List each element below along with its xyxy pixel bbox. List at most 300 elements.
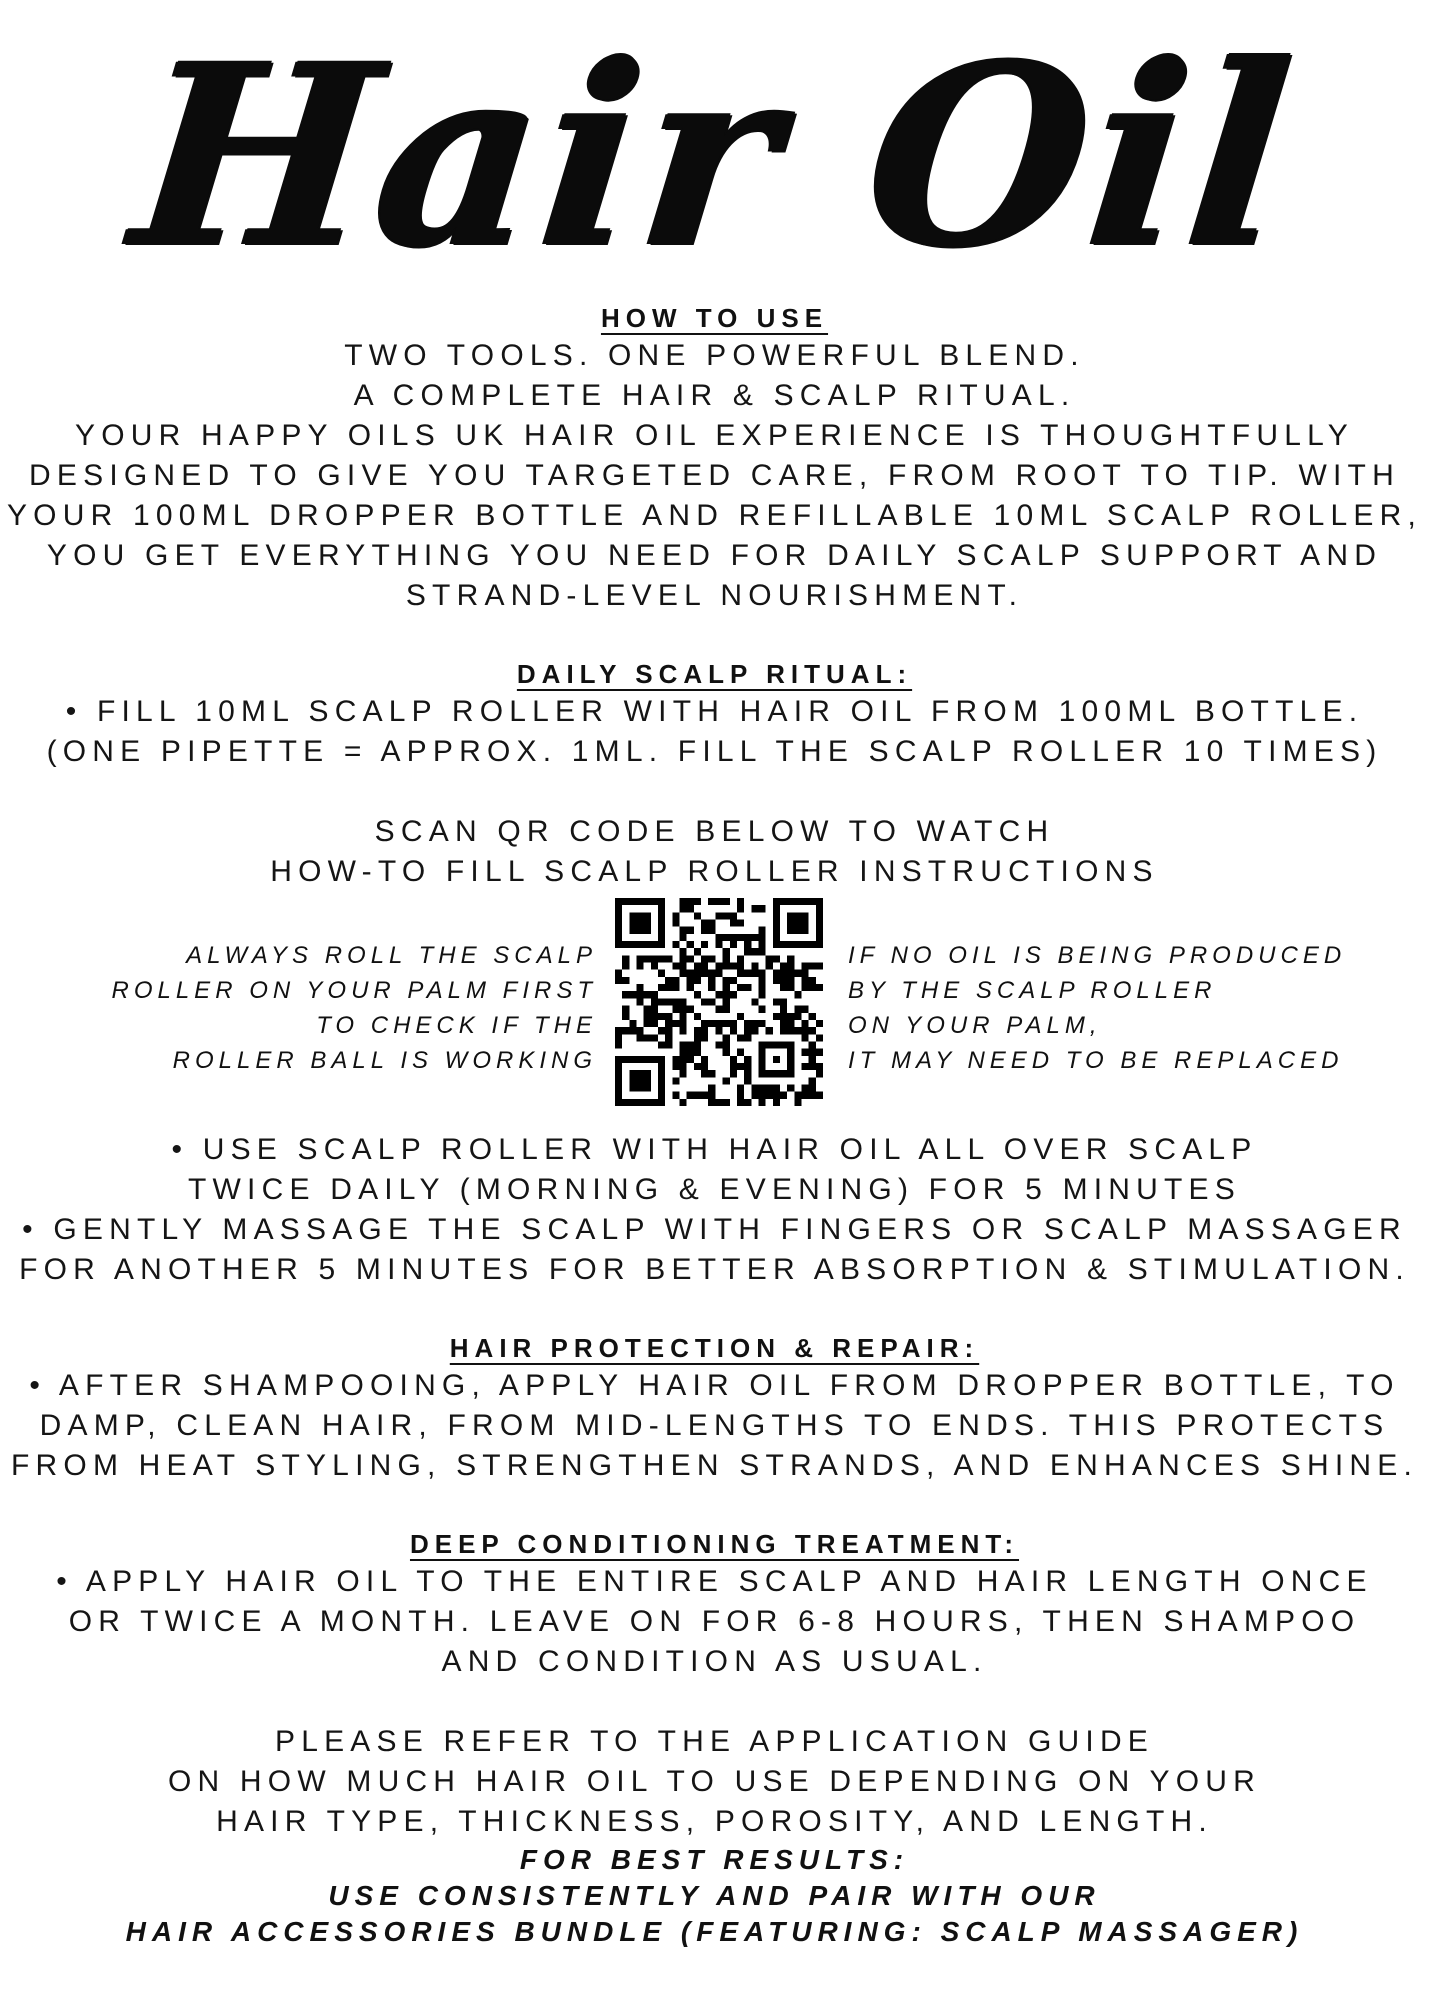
- qr-module: [816, 1020, 823, 1027]
- qr-module: [809, 1013, 816, 1020]
- qr-module: [794, 1099, 801, 1106]
- qr-module: [708, 1099, 715, 1106]
- right-note-line: BY THE SCALP ROLLER: [848, 977, 1217, 1004]
- qr-module: [780, 1092, 787, 1099]
- qr-module: [723, 912, 730, 919]
- qr-module: [737, 1092, 744, 1099]
- deep-conditioning-heading: DEEP CONDITIONING TREATMENT:: [409, 1529, 1020, 1559]
- qr-module: [816, 963, 823, 970]
- qr-module: [816, 1034, 823, 1041]
- qr-module: [680, 998, 687, 1005]
- qr-module: [730, 1070, 737, 1077]
- qr-module: [680, 1013, 687, 1020]
- daily-after-line: FOR ANOTHER 5 MINUTES FOR BETTER ABSORPTION & STIMULATION.: [19, 1253, 1410, 1286]
- qr-module: [651, 998, 658, 1005]
- qr-module: [672, 941, 679, 948]
- best-results-line: USE CONSISTENTLY AND PAIR WITH OUR: [328, 1880, 1101, 1911]
- qr-module: [809, 984, 816, 991]
- qr-module: [680, 1020, 687, 1027]
- qr-module: [694, 1049, 701, 1056]
- qr-module: [723, 1077, 730, 1084]
- qr-module: [658, 955, 665, 962]
- qr-module: [680, 905, 687, 912]
- qr-module: [694, 912, 701, 919]
- qr-module: [665, 998, 672, 1005]
- qr-module: [730, 1063, 737, 1070]
- qr-module: [694, 1013, 701, 1020]
- qr-module: [694, 948, 701, 955]
- qr-module: [651, 963, 658, 970]
- qr-module: [615, 1034, 622, 1041]
- qr-module: [680, 963, 687, 970]
- qr-module: [794, 991, 801, 998]
- qr-module: [723, 955, 730, 962]
- qr-module: [780, 970, 787, 977]
- qr-module: [801, 1020, 808, 1027]
- qr-module: [801, 1027, 808, 1034]
- left-note-line: ALWAYS ROLL THE SCALP: [186, 942, 597, 969]
- qr-module: [687, 1056, 694, 1063]
- qr-module: [680, 1027, 687, 1034]
- qr-module: [701, 963, 708, 970]
- qr-module: [744, 941, 751, 948]
- qr-module: [780, 977, 787, 984]
- qr-module: [787, 963, 794, 970]
- intro-line: A COMPLETE HAIR & SCALP RITUAL.: [353, 379, 1076, 412]
- qr-module: [637, 991, 644, 998]
- qr-module: [809, 1049, 816, 1056]
- qr-module: [744, 984, 751, 991]
- protection-line: DAMP, CLEAN HAIR, FROM MID-LENGTHS TO ENDS. THIS PROTECTS: [39, 1409, 1390, 1442]
- qr-module: [637, 955, 644, 962]
- qr-module: [694, 970, 701, 977]
- qr-module: [773, 998, 780, 1005]
- qr-module: [723, 1020, 730, 1027]
- qr-module: [816, 1063, 823, 1070]
- qr-module: [809, 1077, 816, 1084]
- qr-module: [665, 1020, 672, 1027]
- qr-module: [644, 1013, 651, 1020]
- qr-module: [672, 984, 679, 991]
- qr-module: [737, 905, 744, 912]
- qr-module: [801, 1034, 808, 1041]
- qr-module: [780, 1013, 787, 1020]
- qr-module: [780, 1006, 787, 1013]
- qr-module: [730, 912, 737, 919]
- qr-module: [680, 1070, 687, 1077]
- qr-module: [730, 920, 737, 927]
- qr-module: [816, 984, 823, 991]
- qr-module: [644, 1006, 651, 1013]
- qr-module: [744, 1020, 751, 1027]
- qr-module: [615, 1041, 622, 1048]
- qr-module: [687, 977, 694, 984]
- scan-line: SCAN QR CODE BELOW TO WATCH: [374, 815, 1055, 848]
- qr-module: [680, 1041, 687, 1048]
- qr-module: [744, 948, 751, 955]
- qr-module: [687, 1092, 694, 1099]
- qr-module: [680, 948, 687, 955]
- qr-module: [758, 970, 765, 977]
- qr-module: [809, 1041, 816, 1048]
- qr-module: [758, 977, 765, 984]
- qr-module: [687, 905, 694, 912]
- qr-module: [737, 955, 744, 962]
- qr-module: [708, 1084, 715, 1091]
- qr-module: [701, 1056, 708, 1063]
- intro-line: DESIGNED TO GIVE YOU TARGETED CARE, FROM ROOT TO TIP. WITH: [29, 459, 1400, 492]
- qr-module: [687, 941, 694, 948]
- qr-code[interactable]: [615, 898, 823, 1106]
- qr-module: [622, 1013, 629, 1020]
- qr-module: [687, 898, 694, 905]
- qr-module: [644, 991, 651, 998]
- qr-module: [723, 934, 730, 941]
- page-title: Hair Oil: [123, 8, 1306, 302]
- qr-module: [622, 991, 629, 998]
- content: [0, 300, 1429, 1950]
- qr-module: [687, 955, 694, 962]
- qr-module: [723, 1034, 730, 1041]
- qr-module: [758, 934, 765, 941]
- qr-module: [687, 927, 694, 934]
- qr-module: [787, 1027, 794, 1034]
- qr-module: [637, 998, 644, 1005]
- qr-module: [637, 984, 644, 991]
- qr-module: [701, 1063, 708, 1070]
- qr-module: [723, 1041, 730, 1048]
- qr-module: [780, 963, 787, 970]
- qr-module: [744, 1027, 751, 1034]
- qr-module: [766, 955, 773, 962]
- protection-line: • AFTER SHAMPOOING, APPLY HAIR OIL FROM DROPPER BOTTLE, TO: [29, 1369, 1400, 1402]
- qr-module: [680, 1049, 687, 1056]
- guide-line: PLEASE REFER TO THE APPLICATION GUIDE: [274, 1725, 1155, 1758]
- qr-module: [773, 1013, 780, 1020]
- right-note-line: IF NO OIL IS BEING PRODUCED: [848, 942, 1347, 969]
- qr-module: [680, 1063, 687, 1070]
- daily-line: • FILL 10ML SCALP ROLLER WITH HAIR OIL FROM 100ML BOTTLE.: [65, 695, 1364, 728]
- qr-module: [744, 1099, 751, 1106]
- qr-module: [744, 1056, 751, 1063]
- intro-line: YOUR 100ML DROPPER BOTTLE AND REFILLABLE 10ML SCALP ROLLER,: [6, 499, 1423, 532]
- qr-module: [665, 1013, 672, 1020]
- qr-module: [687, 1006, 694, 1013]
- qr-module: [687, 970, 694, 977]
- qr-module: [737, 898, 744, 905]
- qr-module: [766, 963, 773, 970]
- qr-module: [672, 1092, 679, 1099]
- qr-module: [737, 984, 744, 991]
- qr-module: [708, 1070, 715, 1077]
- qr-module: [701, 955, 708, 962]
- qr-module: [672, 977, 679, 984]
- qr-module: [694, 1092, 701, 1099]
- qr-module: [751, 998, 758, 1005]
- qr-module: [715, 970, 722, 977]
- qr-module: [737, 1013, 744, 1020]
- qr-module: [787, 984, 794, 991]
- daily-after-line: • USE SCALP ROLLER WITH HAIR OIL ALL OVER SCALP: [171, 1133, 1258, 1166]
- qr-module: [723, 998, 730, 1005]
- qr-module: [751, 1027, 758, 1034]
- deep-line: AND CONDITION AS USUAL.: [441, 1645, 988, 1678]
- qr-module: [644, 1034, 651, 1041]
- daily-after-line: TWICE DAILY (MORNING & EVENING) FOR 5 MINUTES: [188, 1173, 1241, 1206]
- best-results-line: HAIR ACCESSORIES BUNDLE (FEATURING: SCALP MASSAGER): [125, 1916, 1304, 1947]
- qr-module: [744, 1063, 751, 1070]
- qr-module: [715, 963, 722, 970]
- qr-module: [680, 934, 687, 941]
- qr-module: [723, 898, 730, 905]
- qr-module: [622, 955, 629, 962]
- deep-line: OR TWICE A MONTH. LEAVE ON FOR 6-8 HOURS, THEN SHAMPOO: [68, 1605, 1361, 1638]
- qr-module: [751, 963, 758, 970]
- qr-module: [658, 998, 665, 1005]
- qr-module: [637, 963, 644, 970]
- qr-module: [680, 970, 687, 977]
- qr-module: [787, 970, 794, 977]
- qr-module: [672, 920, 679, 927]
- qr-module: [773, 955, 780, 962]
- qr-module: [715, 912, 722, 919]
- qr-module: [658, 970, 665, 977]
- qr-module: [622, 1006, 629, 1013]
- qr-module: [773, 1099, 780, 1106]
- qr-module: [758, 984, 765, 991]
- qr-module: [672, 998, 679, 1005]
- qr-module: [708, 977, 715, 984]
- qr-module: [708, 1020, 715, 1027]
- qr-module: [651, 1006, 658, 1013]
- qr-module: [694, 1027, 701, 1034]
- qr-module: [694, 898, 701, 905]
- qr-module: [680, 1099, 687, 1106]
- qr-module: [758, 1084, 765, 1091]
- qr-module: [751, 948, 758, 955]
- qr-module: [715, 934, 722, 941]
- qr-module: [780, 1020, 787, 1027]
- qr-module: [651, 955, 658, 962]
- qr-module: [730, 977, 737, 984]
- qr-module: [622, 1027, 629, 1034]
- qr-module: [694, 963, 701, 970]
- qr-module: [787, 977, 794, 984]
- qr-module: [723, 977, 730, 984]
- qr-module: [672, 1020, 679, 1027]
- qr-module: [751, 1020, 758, 1027]
- qr-module: [773, 1092, 780, 1099]
- daily-after-line: • GENTLY MASSAGE THE SCALP WITH FINGERS OR SCALP MASSAGER: [22, 1213, 1407, 1246]
- qr-module: [794, 1027, 801, 1034]
- qr-module: [723, 991, 730, 998]
- qr-module: [730, 963, 737, 970]
- qr-module: [801, 1063, 808, 1070]
- qr-module: [665, 984, 672, 991]
- qr-module: [672, 1077, 679, 1084]
- qr-module: [787, 1084, 794, 1091]
- qr-module: [622, 963, 629, 970]
- qr-module: [751, 934, 758, 941]
- qr-module: [665, 1034, 672, 1041]
- qr-module: [644, 1020, 651, 1027]
- right-note: [848, 938, 1346, 1078]
- qr-module: [701, 920, 708, 927]
- qr-module: [701, 1020, 708, 1027]
- qr-module: [723, 984, 730, 991]
- qr-module: [766, 1092, 773, 1099]
- qr-module: [801, 1049, 808, 1056]
- left-note-line: ROLLER ON YOUR PALM FIRST: [111, 977, 597, 1004]
- qr-module: [744, 1070, 751, 1077]
- qr-module: [672, 1056, 679, 1063]
- guide-line: HAIR TYPE, THICKNESS, POROSITY, AND LENGTH.: [216, 1805, 1213, 1838]
- qr-module: [644, 955, 651, 962]
- qr-module: [758, 927, 765, 934]
- protection-line: FROM HEAT STYLING, STRENGTHEN STRANDS, AND ENHANCES SHINE.: [11, 1449, 1418, 1482]
- qr-module: [751, 970, 758, 977]
- qr-module: [758, 1020, 765, 1027]
- qr-module: [766, 1084, 773, 1091]
- qr-module: [694, 1034, 701, 1041]
- qr-module: [751, 1092, 758, 1099]
- qr-module: [658, 1013, 665, 1020]
- best-results-line: FOR BEST RESULTS:: [519, 1844, 910, 1875]
- right-note-line: ON YOUR PALM,: [848, 1012, 1102, 1039]
- qr-module: [809, 977, 816, 984]
- qr-module: [801, 1006, 808, 1013]
- qr-module: [637, 1034, 644, 1041]
- qr-module: [701, 1070, 708, 1077]
- qr-module: [787, 1020, 794, 1027]
- qr-module: [773, 977, 780, 984]
- qr-module: [665, 1041, 672, 1048]
- how-to-use-heading: HOW TO USE: [600, 303, 829, 333]
- right-note-line: IT MAY NEED TO BE REPLACED: [848, 1047, 1344, 1074]
- qr-module: [708, 970, 715, 977]
- qr-module: [658, 1027, 665, 1034]
- qr-module: [809, 1063, 816, 1070]
- qr-module: [701, 927, 708, 934]
- qr-module: [658, 1041, 665, 1048]
- qr-module: [801, 984, 808, 991]
- qr-module: [809, 1092, 816, 1099]
- qr-module: [758, 1092, 765, 1099]
- qr-module: [751, 905, 758, 912]
- qr-module: [694, 991, 701, 998]
- protection-heading: HAIR PROTECTION & REPAIR:: [449, 1333, 980, 1363]
- qr-module: [794, 1092, 801, 1099]
- qr-module: [801, 1084, 808, 1091]
- qr-module: [665, 1027, 672, 1034]
- qr-module: [629, 991, 636, 998]
- qr-module: [687, 984, 694, 991]
- qr-module: [730, 941, 737, 948]
- left-note: [111, 938, 597, 1078]
- qr-module: [758, 1099, 765, 1106]
- qr-module: [787, 1013, 794, 1020]
- qr-module: [672, 963, 679, 970]
- left-note-line: ROLLER BALL IS WORKING: [172, 1047, 597, 1074]
- qr-module: [651, 1013, 658, 1020]
- qr-module: [809, 1027, 816, 1034]
- qr-row: [0, 898, 1429, 1108]
- qr-module: [723, 1006, 730, 1013]
- qr-module: [622, 977, 629, 984]
- qr-module: [680, 955, 687, 962]
- qr-module: [701, 941, 708, 948]
- intro-line: STRAND-LEVEL NOURISHMENT.: [405, 579, 1024, 612]
- qr-module: [801, 1092, 808, 1099]
- qr-module: [651, 1020, 658, 1027]
- qr-module: [737, 1084, 744, 1091]
- qr-module: [615, 970, 622, 977]
- qr-module: [780, 998, 787, 1005]
- qr-module: [737, 1099, 744, 1106]
- deep-line: • APPLY HAIR OIL TO THE ENTIRE SCALP AND HAIR LENGTH ONCE: [56, 1565, 1373, 1598]
- qr-module: [758, 905, 765, 912]
- qr-module: [758, 1006, 765, 1013]
- qr-module: [737, 920, 744, 927]
- qr-module: [665, 977, 672, 984]
- qr-module: [744, 1034, 751, 1041]
- qr-module: [629, 1020, 636, 1027]
- qr-module: [723, 963, 730, 970]
- qr-module: [694, 977, 701, 984]
- qr-module: [809, 963, 816, 970]
- qr-module: [701, 1092, 708, 1099]
- qr-module: [809, 1056, 816, 1063]
- qr-module: [701, 970, 708, 977]
- qr-module: [715, 1027, 722, 1034]
- qr-module: [708, 1092, 715, 1099]
- qr-module: [816, 1070, 823, 1077]
- qr-module: [737, 1034, 744, 1041]
- qr-module: [730, 934, 737, 941]
- qr-module: [773, 970, 780, 977]
- qr-module: [651, 991, 658, 998]
- qr-module: [687, 1049, 694, 1056]
- qr-module: [744, 970, 751, 977]
- qr-module: [694, 1063, 701, 1070]
- qr-module: [637, 1027, 644, 1034]
- qr-module: [737, 1063, 744, 1070]
- qr-module: [680, 1006, 687, 1013]
- qr-module: [758, 941, 765, 948]
- qr-module: [758, 948, 765, 955]
- qr-module: [715, 898, 722, 905]
- qr-module: [708, 920, 715, 927]
- intro-line: TWO TOOLS. ONE POWERFUL BLEND.: [344, 339, 1085, 372]
- qr-module: [715, 1020, 722, 1027]
- qr-module: [723, 1099, 730, 1106]
- qr-module: [715, 991, 722, 998]
- qr-module: [737, 934, 744, 941]
- qr-module: [758, 991, 765, 998]
- qr-module: [801, 977, 808, 984]
- qr-module: [615, 1027, 622, 1034]
- qr-module: [737, 963, 744, 970]
- qr-module: [816, 1049, 823, 1056]
- qr-module: [701, 1027, 708, 1034]
- qr-module: [801, 970, 808, 977]
- qr-module: [794, 970, 801, 977]
- daily-line: (ONE PIPETTE = APPROX. 1ML. FILL THE SCALP ROLLER 10 TIMES): [46, 735, 1383, 768]
- qr-module: [708, 998, 715, 1005]
- qr-module: [701, 1034, 708, 1041]
- qr-module: [794, 1013, 801, 1020]
- qr-module: [658, 984, 665, 991]
